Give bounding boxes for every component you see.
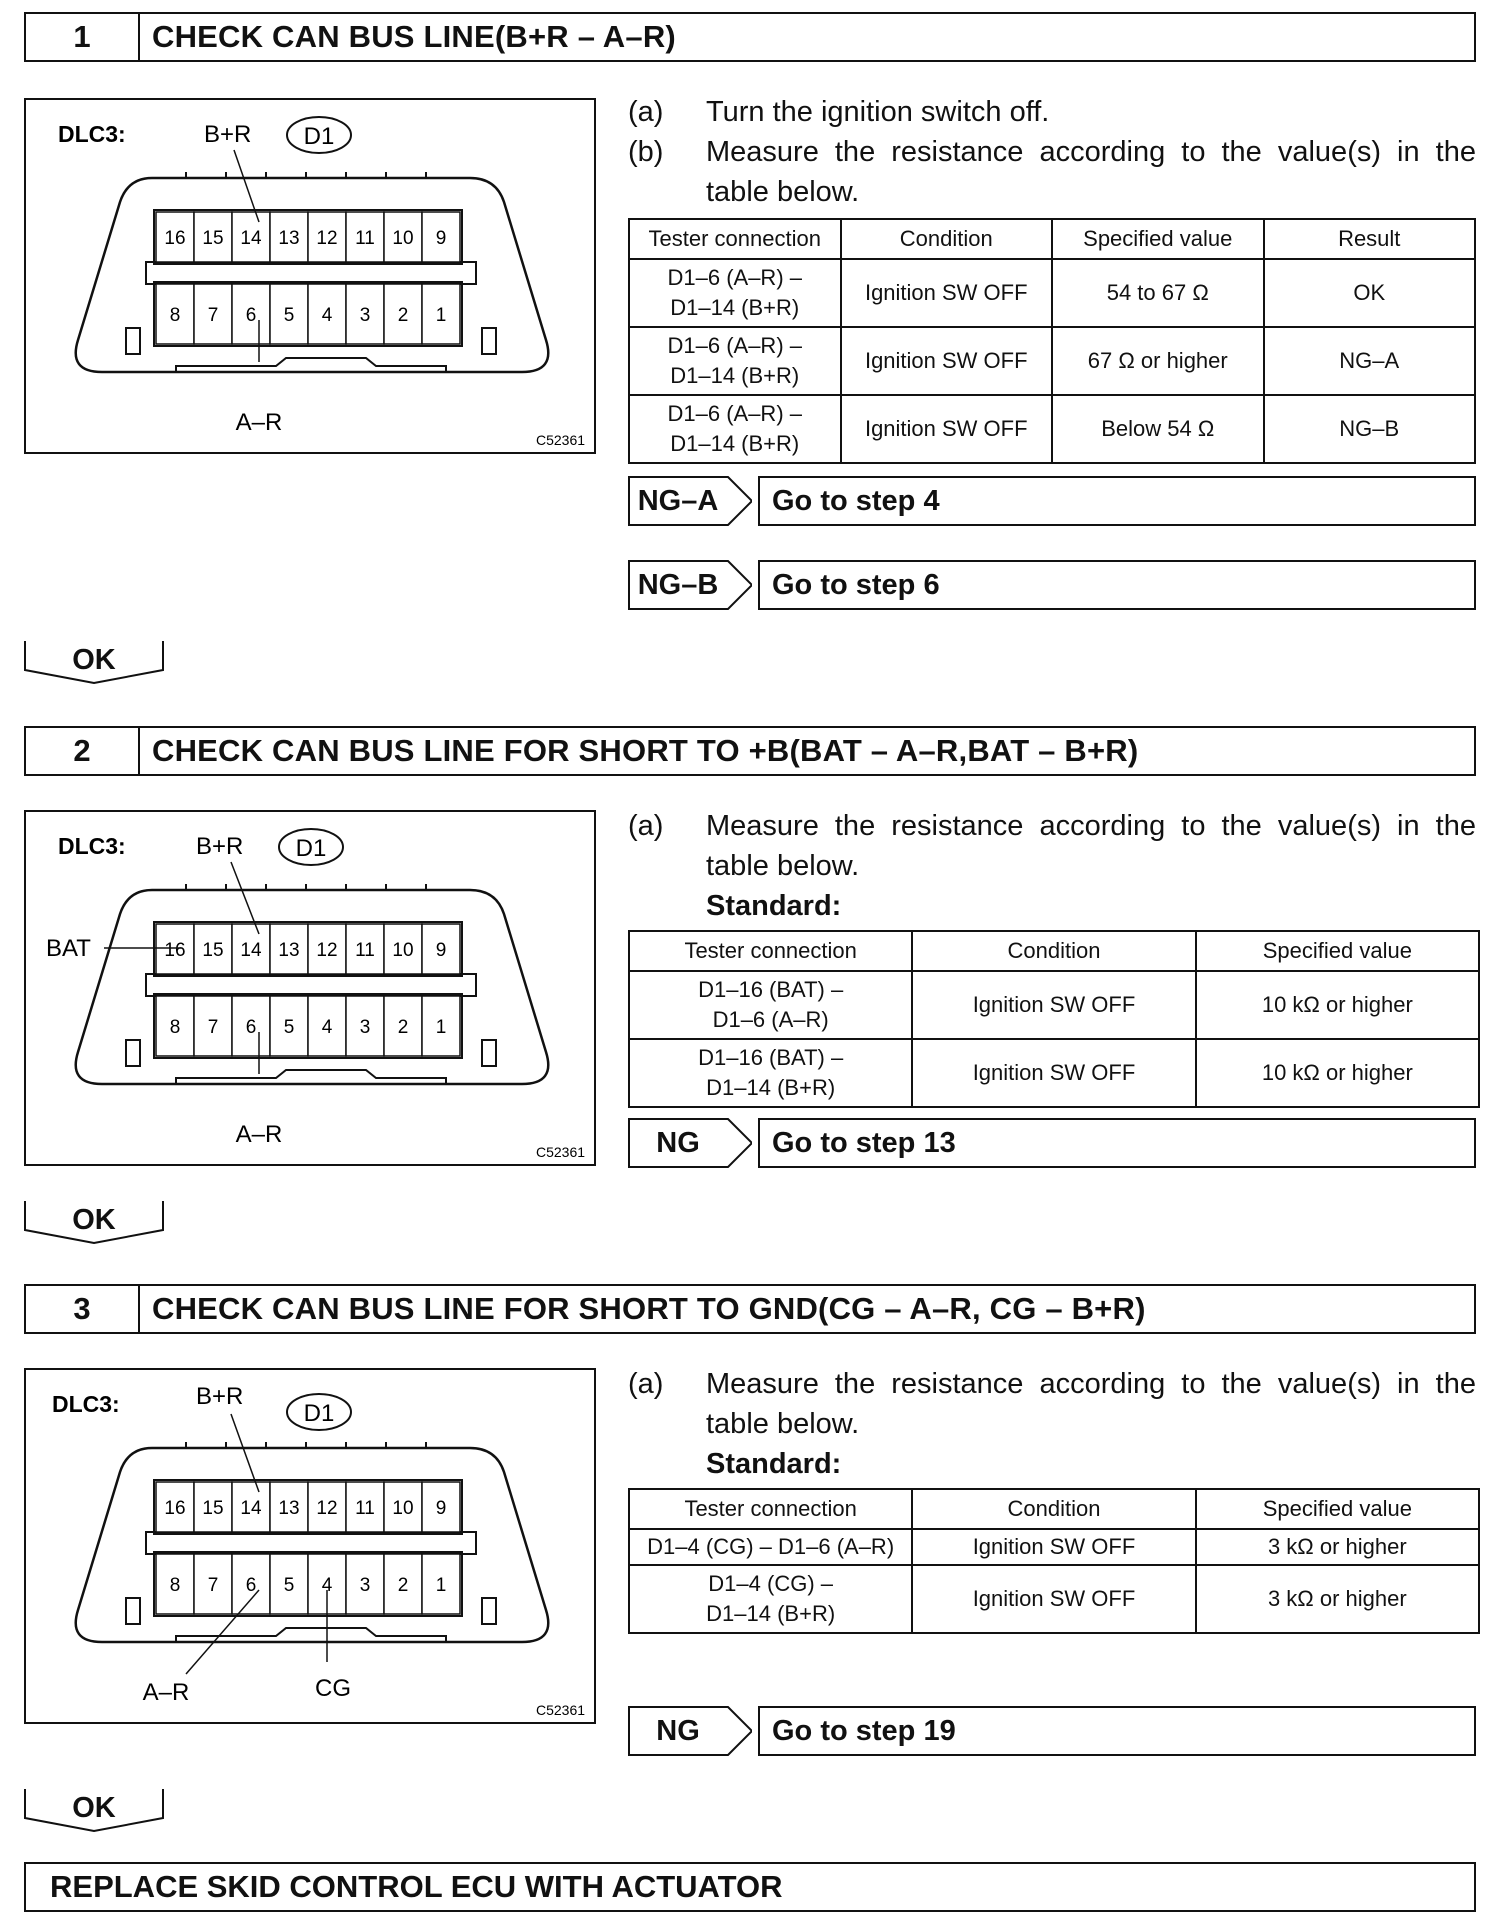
- step-3-instructions: [628, 1364, 1476, 1484]
- tester-connection-cell: D1–4 (CG) – D1–6 (A–R): [629, 1529, 912, 1565]
- condition-cell: Ignition SW OFF: [912, 1039, 1195, 1107]
- specified-value-cell: 67 Ω or higher: [1052, 327, 1264, 395]
- column-header: Condition: [841, 219, 1053, 259]
- connector-drawing: [76, 1442, 549, 1642]
- figure-code: C52361: [536, 432, 586, 448]
- tester-connection-cell: D1–6 (A–R) – D1–14 (B+R): [629, 395, 841, 463]
- pin-number: 4: [321, 1017, 333, 1038]
- step-title: CHECK CAN BUS LINE FOR SHORT TO +B(BAT – A–R,BAT – B+R): [152, 733, 1139, 768]
- pin-divider: [146, 974, 476, 996]
- condition-cell: Ignition SW OFF: [912, 1529, 1195, 1565]
- pin-number: 12: [316, 940, 338, 961]
- condition-cell: Ignition SW OFF: [841, 259, 1053, 327]
- table-row: [629, 259, 1475, 327]
- goto-step-link[interactable]: Go to step 13: [758, 1118, 1476, 1168]
- pin-number: 15: [202, 228, 224, 249]
- specified-value-cell: 3 kΩ or higher: [1196, 1565, 1479, 1633]
- instruction-label: (a): [628, 1368, 664, 1400]
- instruction-a: [628, 806, 1476, 886]
- table-row: [629, 395, 1475, 463]
- a-r-label: A–R: [235, 1121, 283, 1148]
- column-header: Condition: [912, 931, 1195, 971]
- pin-number: 15: [202, 1498, 224, 1519]
- pin-number: 2: [397, 1575, 409, 1596]
- standard-label: Standard:: [706, 1448, 842, 1480]
- pin-number: 7: [207, 1017, 219, 1038]
- specified-value-cell: Below 54 Ω: [1052, 395, 1264, 463]
- pin-number: 9: [435, 1498, 447, 1519]
- ok-label: OK: [72, 1792, 116, 1824]
- goto-step-link[interactable]: Go to step 6: [758, 560, 1476, 610]
- step-title: CHECK CAN BUS LINE(B+R – A–R): [152, 19, 676, 54]
- pin-number: 14: [240, 940, 262, 961]
- condition-cell: Ignition SW OFF: [841, 395, 1053, 463]
- ng-tag-label: NG–A: [637, 485, 719, 517]
- left-latch: [126, 1598, 140, 1624]
- instruction-a: [628, 1364, 1476, 1444]
- pin-number: 16: [164, 228, 186, 249]
- pin-number: 3: [359, 1575, 371, 1596]
- b-r-leader: [234, 150, 259, 222]
- step-number: 2: [26, 728, 140, 774]
- result-cell: OK: [1264, 259, 1476, 327]
- pin-number: 10: [392, 228, 414, 249]
- table-row: [629, 327, 1475, 395]
- tester-connection-cell: D1–16 (BAT) – D1–6 (A–R): [629, 971, 912, 1039]
- pin-number: 6: [245, 1575, 257, 1596]
- pin-number: 5: [283, 1017, 295, 1038]
- tester-connection-cell: D1–16 (BAT) – D1–14 (B+R): [629, 1039, 912, 1107]
- a-r-label: A–R: [235, 409, 283, 436]
- pin-number: 11: [355, 1498, 375, 1519]
- step-2-spec-table: [628, 930, 1480, 1108]
- specified-value-cell: 54 to 67 Ω: [1052, 259, 1264, 327]
- figure-code: C52361: [536, 1144, 586, 1160]
- ok-branch[interactable]: [24, 1200, 164, 1244]
- pin-number: 12: [316, 228, 338, 249]
- specified-value-cell: 10 kΩ or higher: [1196, 971, 1479, 1039]
- step-number: 3: [26, 1286, 140, 1332]
- pin-number: 9: [435, 228, 447, 249]
- table-row: [629, 971, 1479, 1039]
- pin-number: 16: [164, 1498, 186, 1519]
- pin-number: 7: [207, 1575, 219, 1596]
- pin-number: 15: [202, 940, 224, 961]
- column-header: Condition: [912, 1489, 1195, 1529]
- right-latch: [482, 328, 496, 354]
- cg-label: CG: [315, 1675, 351, 1702]
- step-title: CHECK CAN BUS LINE FOR SHORT TO GND(CG – A–R, CG – B+R): [152, 1291, 1146, 1326]
- b-r-label: B+R: [196, 833, 244, 860]
- condition-cell: Ignition SW OFF: [912, 971, 1195, 1039]
- pin-number: 16: [164, 940, 186, 961]
- step-2-header: [24, 726, 1476, 776]
- tester-connection-cell: D1–4 (CG) – D1–14 (B+R): [629, 1565, 912, 1633]
- instruction-text: Turn the ignition switch off.: [706, 96, 1050, 128]
- dlc3-diagram: [26, 1370, 594, 1722]
- table-header-row: [629, 1489, 1479, 1529]
- step-number: 1: [26, 14, 140, 60]
- instruction-text: Measure the resistance according to the value(s) in the table below.: [706, 1368, 1476, 1440]
- column-header: Result: [1264, 219, 1476, 259]
- column-header: Specified value: [1196, 931, 1479, 971]
- instruction-b: [628, 132, 1476, 212]
- pin-number: 5: [283, 1575, 295, 1596]
- goto-step-link[interactable]: Go to step 4: [758, 476, 1476, 526]
- column-header: Tester connection: [629, 931, 912, 971]
- pin-number: 11: [355, 228, 375, 249]
- ng-tag: [628, 560, 752, 610]
- condition-cell: Ignition SW OFF: [841, 327, 1053, 395]
- pin-divider: [146, 1532, 476, 1554]
- table-header-row: [629, 931, 1479, 971]
- pin-number: 3: [359, 305, 371, 326]
- pin-number: 1: [435, 1017, 447, 1038]
- instruction-label: (a): [628, 96, 664, 128]
- dlc3-connector-figure: [24, 1368, 596, 1724]
- a-r-label: A–R: [142, 1679, 190, 1706]
- pin-number: 13: [278, 228, 300, 249]
- instruction-a: [628, 92, 1476, 132]
- ng-tag: [628, 476, 752, 526]
- right-latch: [482, 1040, 496, 1066]
- ng-b-branch[interactable]: [628, 560, 940, 610]
- ng-tag-label: NG: [656, 1127, 700, 1159]
- ng-tag-label: NG: [656, 1715, 700, 1747]
- pin-number: 11: [355, 940, 375, 961]
- step-1-header: [24, 12, 1476, 62]
- connector-drawing: [76, 172, 549, 372]
- connector-drawing: [76, 884, 549, 1084]
- b-r-label: B+R: [204, 121, 252, 148]
- standard-label: Standard:: [706, 890, 842, 922]
- result-cell: NG–A: [1264, 327, 1476, 395]
- dlc3-connector-figure: [24, 810, 596, 1166]
- tester-connection-cell: D1–6 (A–R) – D1–14 (B+R): [629, 327, 841, 395]
- pin-number: 8: [169, 1017, 181, 1038]
- goto-step-link[interactable]: Go to step 19: [758, 1706, 1476, 1756]
- connector-id: D1: [303, 1400, 335, 1427]
- dlc3-label: DLC3:: [58, 833, 126, 859]
- table-row: [629, 1039, 1479, 1107]
- ng-branch[interactable]: [628, 1118, 956, 1168]
- pin-number: 9: [435, 940, 447, 961]
- pin-number: 12: [316, 1498, 338, 1519]
- pin-number: 1: [435, 1575, 447, 1596]
- pin-number: 13: [278, 1498, 300, 1519]
- result-cell: NG–B: [1264, 395, 1476, 463]
- ng-tag: [628, 1706, 752, 1756]
- ok-branch[interactable]: [24, 640, 164, 684]
- left-latch: [126, 328, 140, 354]
- pin-number: 2: [397, 1017, 409, 1038]
- connector-key: [176, 1070, 446, 1084]
- pin-number: 2: [397, 305, 409, 326]
- pin-divider: [146, 262, 476, 284]
- table-row: [629, 1565, 1479, 1633]
- ok-label: OK: [72, 644, 116, 676]
- connector-id: D1: [303, 123, 335, 150]
- figure-code: C52361: [536, 1702, 586, 1718]
- specified-value-cell: 10 kΩ or higher: [1196, 1039, 1479, 1107]
- pin-number: 14: [240, 1498, 262, 1519]
- specified-value-cell: 3 kΩ or higher: [1196, 1529, 1479, 1565]
- dlc3-diagram: [26, 812, 594, 1164]
- pin-number: 5: [283, 305, 295, 326]
- ng-a-branch[interactable]: [628, 476, 940, 526]
- instruction-label: (b): [628, 136, 664, 168]
- step-1-instructions: [628, 92, 1476, 212]
- connector-key: [176, 358, 446, 372]
- instruction-text: Measure the resistance according to the value(s) in the table below.: [706, 136, 1476, 208]
- ng-tag-label: NG–B: [637, 569, 719, 601]
- pin-number: 1: [435, 305, 447, 326]
- connector-id: D1: [295, 835, 327, 862]
- ng-tag: [628, 1118, 752, 1168]
- dlc3-connector-figure: [24, 98, 596, 454]
- ok-label: OK: [72, 1204, 116, 1236]
- pin-number: 14: [240, 228, 262, 249]
- pin-number: 10: [392, 940, 414, 961]
- column-header: Tester connection: [629, 219, 841, 259]
- final-action: REPLACE SKID CONTROL ECU WITH ACTUATOR: [24, 1862, 1476, 1912]
- step-1-spec-table: [628, 218, 1476, 464]
- pin-number: 10: [392, 1498, 414, 1519]
- left-latch: [126, 1040, 140, 1066]
- instruction-text: Measure the resistance according to the value(s) in the table below.: [706, 810, 1476, 882]
- pin-number: 7: [207, 305, 219, 326]
- step-3-spec-table: [628, 1488, 1480, 1634]
- pin-number: 4: [321, 305, 333, 326]
- table-header-row: [629, 219, 1475, 259]
- step-2-instructions: [628, 806, 1476, 926]
- table-row: [629, 1529, 1479, 1565]
- pin-number: 8: [169, 1575, 181, 1596]
- column-header: Specified value: [1052, 219, 1264, 259]
- right-latch: [482, 1598, 496, 1624]
- b-r-label: B+R: [196, 1383, 244, 1410]
- pin-number: 8: [169, 305, 181, 326]
- pin-number: 3: [359, 1017, 371, 1038]
- b-r-leader: [231, 862, 259, 934]
- ok-branch[interactable]: [24, 1788, 164, 1832]
- pin-number: 6: [245, 305, 257, 326]
- pin-number: 6: [245, 1017, 257, 1038]
- instruction-label: (a): [628, 810, 664, 842]
- step-3-header: [24, 1284, 1476, 1334]
- column-header: Tester connection: [629, 1489, 912, 1529]
- dlc3-label: DLC3:: [52, 1391, 120, 1417]
- pin-number: 13: [278, 940, 300, 961]
- ng-branch[interactable]: [628, 1706, 956, 1756]
- condition-cell: Ignition SW OFF: [912, 1565, 1195, 1633]
- tester-connection-cell: D1–6 (A–R) – D1–14 (B+R): [629, 259, 841, 327]
- pin-number: 4: [321, 1575, 333, 1596]
- dlc3-label: DLC3:: [58, 121, 126, 147]
- dlc3-diagram: [26, 100, 594, 452]
- bat-label: BAT: [46, 935, 91, 962]
- column-header: Specified value: [1196, 1489, 1479, 1529]
